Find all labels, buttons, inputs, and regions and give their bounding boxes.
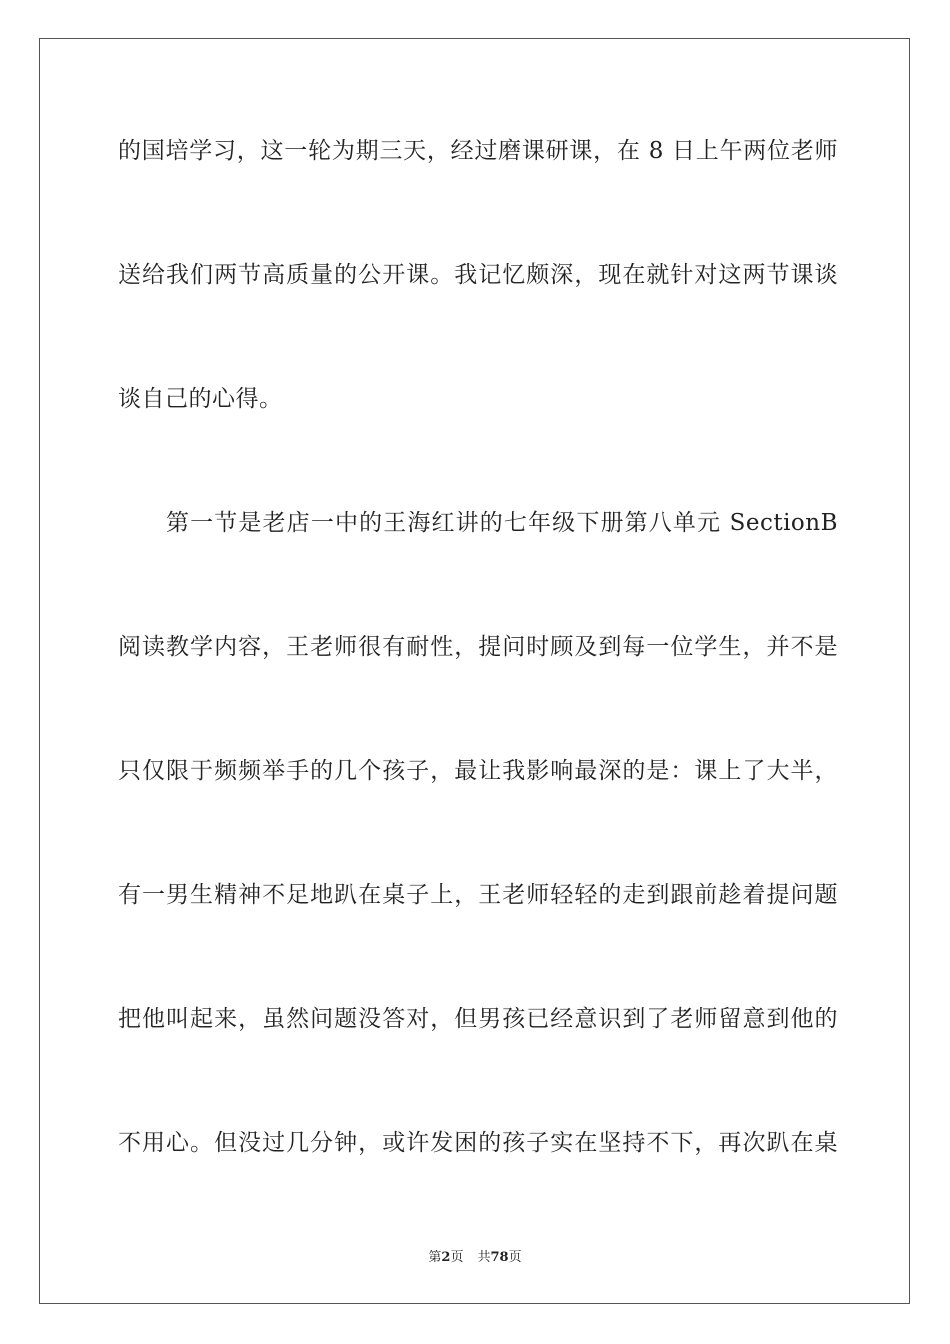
body-line-2: 送给我们两节高质量的公开课。我记忆颇深，现在就针对这两节课谈 <box>118 262 838 288</box>
page-prefix: 第 <box>428 1250 442 1265</box>
body-line-3: 谈自己的心得。 <box>118 386 283 412</box>
body-line-1: 的国培学习，这一轮为期三天，经过磨课研课，在 8 日上午两位老师 <box>118 138 838 164</box>
body-line-9: 不用心。但没过几分钟，或许发困的孩子实在坚持不下，再次趴在桌 <box>118 1130 838 1156</box>
body-line-5: 阅读教学内容，王老师很有耐性，提问时顾及到每一位学生，并不是 <box>118 634 838 660</box>
page-number: 2 <box>441 1250 451 1265</box>
page-suffix: 页 <box>450 1250 464 1265</box>
page-footer <box>0 1246 950 1265</box>
total-prefix: 共 <box>477 1250 491 1265</box>
total-pages: 78 <box>490 1250 509 1265</box>
body-line-4: 第一节是老店一中的王海红讲的七年级下册第八单元 SectionB <box>166 510 838 536</box>
body-line-6: 只仅限于频频举手的几个孩子，最让我影响最深的是：课上了大半， <box>118 758 838 784</box>
body-line-7: 有一男生精神不足地趴在桌子上，王老师轻轻的走到跟前趁着提问题 <box>118 882 838 908</box>
page-frame <box>39 38 910 1304</box>
total-suffix: 页 <box>508 1250 522 1265</box>
body-line-8: 把他叫起来，虽然问题没答对，但男孩已经意识到了老师留意到他的 <box>118 1006 838 1032</box>
